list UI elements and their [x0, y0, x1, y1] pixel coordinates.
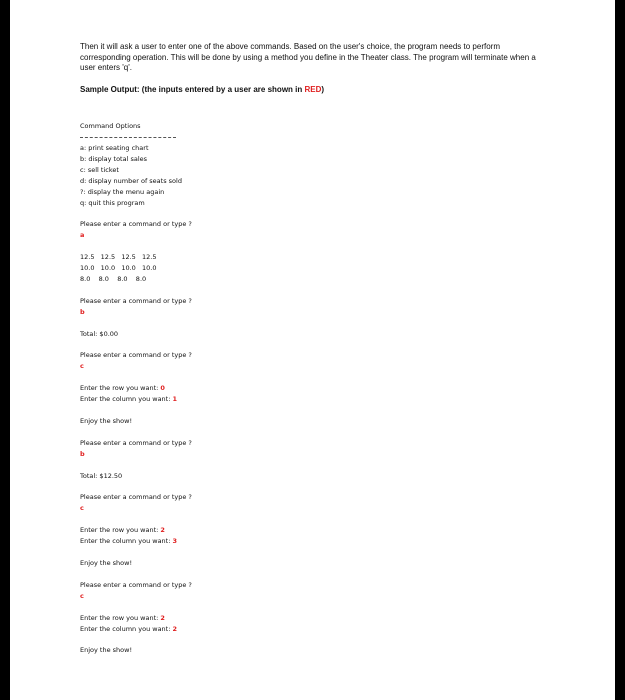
input-2: b	[80, 308, 85, 316]
row-label-1: Enter the row you want:	[80, 384, 161, 392]
option-quit: q: quit this program	[80, 199, 145, 207]
total-1: Total: $0.00	[80, 330, 119, 338]
option-help: ?: display the menu again	[80, 188, 165, 196]
sample-label-close: )	[321, 85, 325, 94]
input-1: a	[80, 231, 85, 239]
row-value-2: 2	[160, 526, 165, 534]
input-4: b	[80, 450, 85, 458]
row-prompt-1	[80, 384, 165, 393]
enjoy-1: Enjoy the show!	[80, 417, 133, 425]
input-6: c	[80, 592, 84, 600]
chart-row-1: 12.5 12.5 12.5 12.5	[80, 253, 157, 261]
option-a: a: print seating chart	[80, 144, 149, 152]
option-c: c: sell ticket	[80, 166, 119, 174]
input-5: c	[80, 504, 84, 512]
prompt-5: Please enter a command or type ?	[80, 493, 192, 501]
row-value-3: 2	[160, 614, 165, 622]
total-2: Total: $12.50	[80, 472, 123, 480]
option-d: d: display number of seats sold	[80, 177, 182, 185]
intro-paragraph: Then it will ask a user to enter one of the above commands. Based on the user's choice, the program needs to perform corresponding operation. This will be done by using a method you define in the Theater class. The program will terminate when a user enters 'q'.	[80, 42, 536, 72]
chart-row-3: 8.0 8.0 8.0 8.0	[80, 275, 147, 283]
prompt-1: Please enter a command or type ?	[80, 220, 192, 228]
sample-output-label	[80, 85, 324, 94]
dashed-divider	[80, 137, 176, 138]
sample-label-red: RED	[304, 85, 322, 94]
row-prompt-3	[80, 614, 165, 623]
col-value-2: 3	[172, 537, 178, 545]
col-prompt-2	[80, 537, 177, 546]
prompt-3: Please enter a command or type ?	[80, 351, 192, 359]
chart-row-2: 10.0 10.0 10.0 10.0	[80, 264, 157, 272]
enjoy-3: Enjoy the show!	[80, 646, 133, 654]
enjoy-2: Enjoy the show!	[80, 559, 133, 567]
prompt-2: Please enter a command or type ?	[80, 297, 192, 305]
option-b: b: display total sales	[80, 155, 148, 163]
row-label-2: Enter the row you want:	[80, 526, 161, 534]
col-prompt-3	[80, 625, 177, 634]
prompt-4: Please enter a command or type ?	[80, 439, 192, 447]
col-label-3: Enter the column you want:	[80, 625, 173, 633]
prompt-6: Please enter a command or type ?	[80, 581, 192, 589]
col-prompt-1	[80, 395, 177, 404]
col-value-3: 2	[172, 625, 178, 633]
col-label-2: Enter the column you want:	[80, 537, 173, 545]
document-page	[10, 0, 615, 700]
row-prompt-2	[80, 526, 165, 535]
row-label-3: Enter the row you want:	[80, 614, 161, 622]
col-value-1: 1	[172, 395, 178, 403]
input-3: c	[80, 362, 84, 370]
col-label-1: Enter the column you want:	[80, 395, 173, 403]
row-value-1: 0	[160, 384, 165, 392]
sample-label-text: Sample Output: (the inputs entered by a user are shown in	[80, 85, 305, 94]
command-options-header: Command Options	[80, 122, 141, 130]
